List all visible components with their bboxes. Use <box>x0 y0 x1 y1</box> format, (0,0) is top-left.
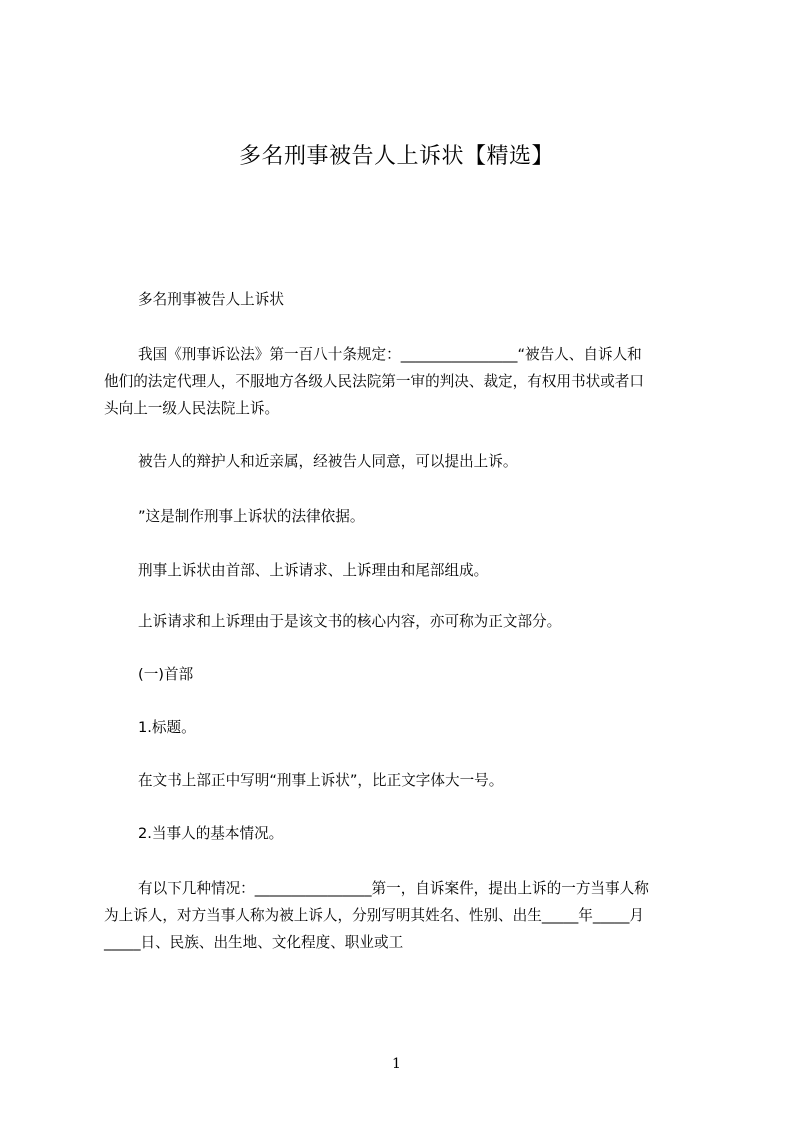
paragraph-line: 1.标题。 <box>138 719 196 736</box>
paragraph-line: 有以下几种情况：________________第一，自诉案件，提出上诉的一方当事人称 <box>138 880 649 897</box>
paragraph-line: 为上诉人，对方当事人称为被上诉人，分别写明其姓名、性别、出生_____年_____月 <box>104 907 644 924</box>
paragraph-legal-basis-end <box>104 503 700 530</box>
paragraph-defender <box>104 448 700 475</box>
paragraph-title-instruction <box>104 767 700 794</box>
paragraph-legal-basis <box>104 341 700 422</box>
paragraph-line: ”这是制作刑事上诉状的法律依据。 <box>138 508 365 525</box>
paragraph-line: 在文书上部正中写明“刑事上诉状”，比正文字体大一号。 <box>138 772 504 789</box>
paragraph-core-content <box>104 608 700 635</box>
paragraph-subtitle <box>104 286 700 313</box>
paragraph-party-cases <box>104 875 700 956</box>
item-heading-title <box>104 714 700 741</box>
paragraph-line: 被告人的辩护人和近亲属，经被告人同意，可以提出上诉。 <box>138 453 518 470</box>
paragraph-composition <box>104 557 700 584</box>
paragraph-line: _____日、民族、出生地、文化程度、职业或工 <box>104 934 404 951</box>
paragraph-line: 2.当事人的基本情况。 <box>138 825 284 842</box>
document-title: 多名刑事被告人上诉状【精选】 <box>238 144 554 169</box>
paragraph-line: (一)首部 <box>138 666 194 683</box>
item-heading-parties <box>104 820 700 847</box>
section-heading-header <box>104 661 700 688</box>
page-number: 1 <box>392 1056 401 1072</box>
paragraph-line: 刑事上诉状由首部、上诉请求、上诉理由和尾部组成。 <box>138 562 489 579</box>
paragraph-line: 他们的法定代理人，不服地方各级人民法院第一审的判决、裁定，有权用书状或者口 <box>104 373 644 390</box>
paragraph-line: 我国《刑事诉讼法》第一百八十条规定：________________“被告人、自诉人和 <box>138 346 642 363</box>
paragraph-line: 头向上一级人民法院上诉。 <box>104 400 280 417</box>
paragraph-line: 多名刑事被告人上诉状 <box>138 291 284 308</box>
paragraph-line: 上诉请求和上诉理由于是该文书的核心内容，亦可称为正文部分。 <box>138 613 562 630</box>
